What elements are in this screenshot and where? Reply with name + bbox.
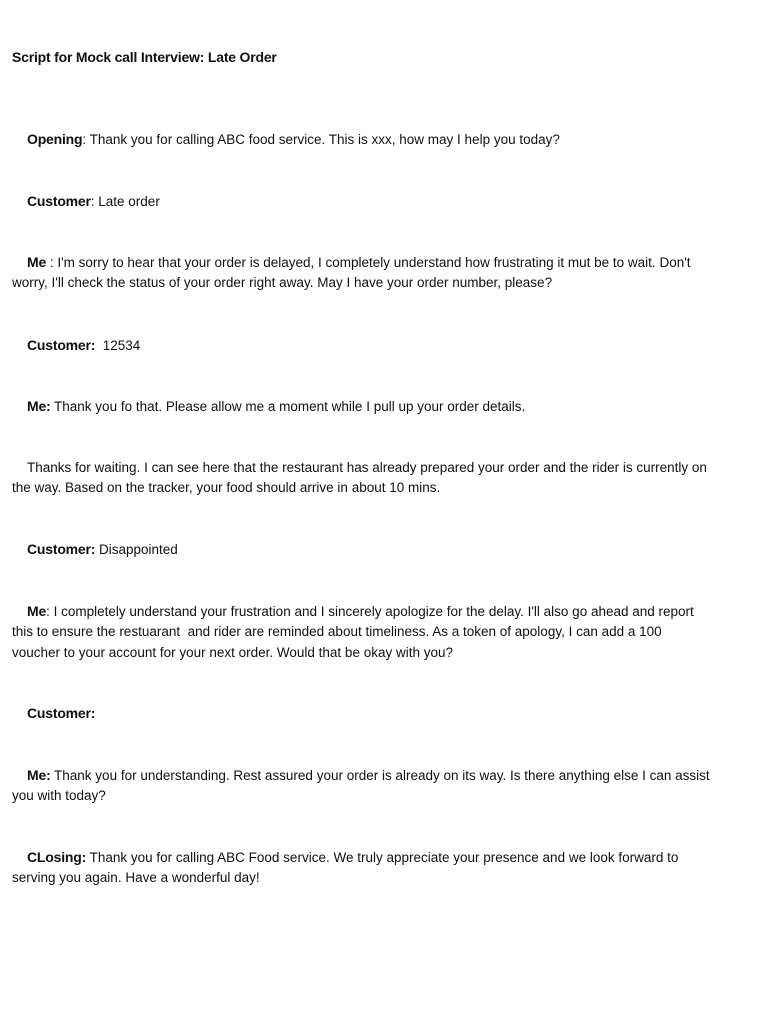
script-line-me <box>12 231 712 314</box>
speaker-label: Me <box>27 602 47 619</box>
script-line-continuation <box>12 437 712 519</box>
speaker-label: Me: <box>27 397 51 414</box>
speaker-label: Me <box>27 253 47 270</box>
line-text: 12534 <box>95 337 141 353</box>
line-text: : I completely understand your frustration and I sincerely apologize for the delay. I'll also go ahead and report this to ensure the restuarant and rider are reminded about timeliness. As a token of apology, I can add a 100 voucher to your account for your next order. Would that be okay with you? <box>12 603 698 660</box>
speaker-label: CLosing: <box>27 848 87 865</box>
speaker-label: Customer <box>27 192 91 209</box>
line-text: Thanks for waiting. I can see here that the restaurant has already prepared your order and the rider is currently on the way. Based on the tracker, your food should arrive in about 10 mins. <box>12 459 711 495</box>
line-text: Thank you fo that. Please allow me a moment while I pull up your order details. <box>50 398 526 414</box>
script-line-closing <box>12 826 712 909</box>
speaker-label: Opening <box>27 130 83 147</box>
script-line-me <box>12 580 712 684</box>
script-line-customer <box>12 682 712 745</box>
speaker-label: Customer: <box>27 704 96 721</box>
script-line-customer <box>12 518 712 581</box>
script-line-opening <box>12 108 712 171</box>
line-text: : Thank you for calling ABC food service. This is xxx, how may I help you today? <box>82 131 560 147</box>
line-text: : I'm sorry to hear that your order is delayed, I completely understand how frustrating it mut be to wait. Don't worry, I'll check the status of your order right away. May I have your order number, please? <box>12 254 695 290</box>
script-line-me <box>12 375 712 438</box>
line-text: Thank you for calling ABC Food service. We truly appreciate your presence and we look forward to serving you again. Have a wonderful day! <box>12 849 683 885</box>
document-title: Script for Mock call Interview: Late Order <box>12 49 277 65</box>
speaker-label: Customer: <box>27 540 96 557</box>
line-text: Thank you for understanding. Rest assured your order is already on its way. Is there anything else I can assist you with today? <box>12 767 714 803</box>
speaker-label: Me: <box>27 766 51 783</box>
script-line-customer <box>12 314 712 377</box>
script-line-customer <box>12 170 712 233</box>
line-text: : Late order <box>90 193 160 209</box>
speaker-label: Customer: <box>27 336 96 353</box>
script-line-me <box>12 744 712 827</box>
line-text: Disappointed <box>95 541 178 557</box>
